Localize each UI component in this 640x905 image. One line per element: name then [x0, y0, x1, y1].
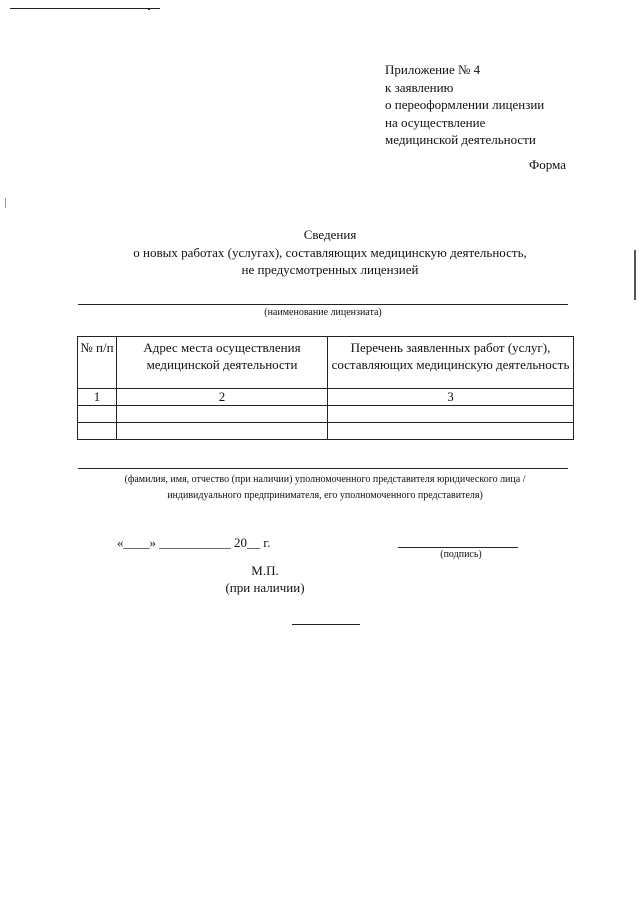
- stamp-note: (при наличии): [225, 580, 305, 595]
- date-field[interactable]: «____» ___________ 20__ г.: [117, 535, 271, 550]
- table-header-row: [78, 337, 574, 389]
- table-row: [78, 406, 574, 423]
- table-number-row: [78, 389, 574, 406]
- licensee-caption: (наименование лицензиата): [264, 307, 382, 318]
- representative-name-field[interactable]: [78, 468, 568, 469]
- column-number-1: 1: [78, 389, 117, 406]
- table-cell[interactable]: [328, 406, 574, 423]
- table-cell[interactable]: [78, 406, 117, 423]
- column-number-3: 3: [328, 389, 574, 406]
- form-label: Форма: [529, 157, 566, 172]
- appendix-line: медицинской деятельности: [385, 132, 536, 148]
- licensee-name-field[interactable]: [78, 304, 568, 305]
- table-cell[interactable]: [117, 406, 328, 423]
- table-cell[interactable]: [78, 423, 117, 440]
- title-line-2: не предусмотренных лицензией: [241, 262, 419, 277]
- appendix-line: к заявлению: [385, 79, 454, 95]
- works-table: [77, 336, 574, 440]
- end-divider: [292, 624, 360, 625]
- scan-mark-top: [10, 8, 160, 9]
- appendix-line: на осуществление: [385, 114, 486, 130]
- column-number-2: 2: [117, 389, 328, 406]
- appendix-line: о переоформлении лицензии: [385, 97, 545, 113]
- title-heading: Сведения: [303, 227, 357, 242]
- appendix-line: Приложение № 4: [385, 62, 481, 77]
- scan-mark-top-tick: [148, 8, 150, 10]
- representative-caption: [70, 472, 580, 504]
- signature-caption: (подпись): [440, 549, 482, 560]
- table-row: [78, 423, 574, 440]
- scan-mark-left: [5, 198, 6, 208]
- stamp-place: [210, 562, 320, 596]
- scan-mark-right: [634, 250, 636, 300]
- signature-field[interactable]: [398, 547, 518, 548]
- table-cell[interactable]: [117, 423, 328, 440]
- table-cell[interactable]: [328, 423, 574, 440]
- appendix-header: [385, 61, 544, 149]
- header-address: Адрес места осуществления медицинской деятельности: [117, 337, 328, 389]
- header-works-list: Перечень заявленных работ (услуг), составляющих медицинскую деятельность: [328, 337, 574, 389]
- representative-caption-line-1: (фамилия, имя, отчество (при наличии) уполномоченного представителя юридического лица /: [124, 474, 526, 485]
- representative-caption-line-2: индивидуального предпринимателя, его уполномоченного представителя): [167, 490, 483, 501]
- document-title: [80, 226, 580, 279]
- stamp-label: М.П.: [251, 563, 279, 578]
- title-line-1: о новых работах (услугах), составляющих медицинскую деятельность,: [133, 244, 527, 260]
- header-number: № п/п: [78, 337, 117, 389]
